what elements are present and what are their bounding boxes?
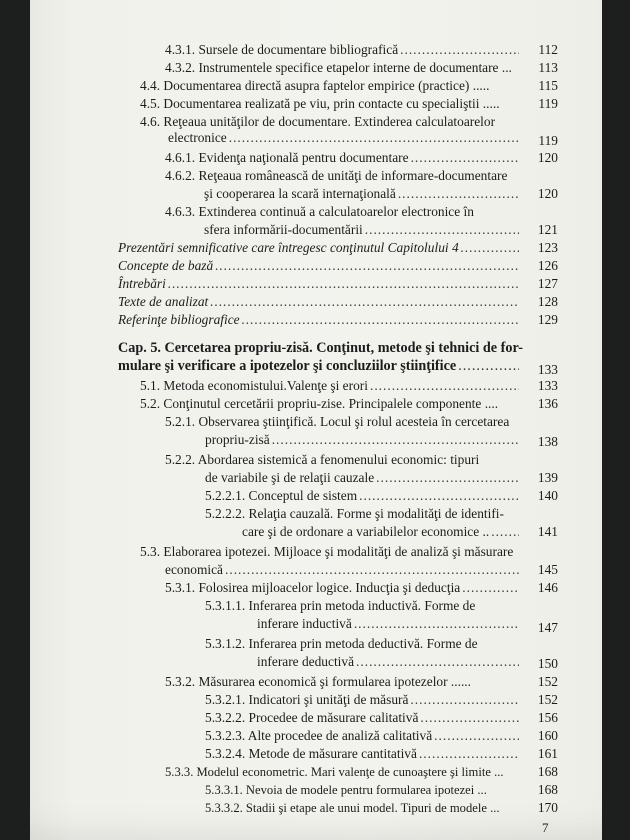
toc-page-number: 140 [537,488,558,503]
toc-page-number: 146 [537,580,558,595]
table-of-contents [30,0,602,840]
toc-page-number: 168 [537,782,558,797]
toc-entry [165,580,522,596]
toc-page-number: 147 [537,620,558,635]
toc-entry [165,42,522,58]
toc-page-number: 127 [537,276,558,291]
toc-entry [118,240,522,256]
toc-entry [205,710,522,726]
toc-page-number: 160 [537,728,558,743]
toc-entry: 4.6.2. Reţeaua românească de unităţi de informare-documentare [165,168,508,183]
toc-entry: 4.4. Documentarea directă asupra faptelor empirice (practice) ..... [140,78,490,93]
toc-entry-text: inferare inductivă [257,616,352,631]
toc-entry-text: mulare şi verificare a ipotezelor şi concluziilor ştiinţifice [118,358,457,374]
toc-entry [118,258,522,274]
toc-entry [204,186,522,202]
toc-entry-text: 5.3.1. Folosirea mijloacelor logice. Inducţia şi deducţia [165,580,461,595]
toc-entry-text: 5.3.2.2. Procedee de măsurare calitativă [205,710,419,725]
toc-entry: 5.3.1.2. Inferarea prin metoda deductivă. Forme de [205,636,478,651]
toc-entry [168,130,522,146]
toc-page-number: 113 [538,60,558,75]
toc-entry-text: 4.6.1. Evidenţa naţională pentru documentare [165,150,409,165]
toc-page-number: 136 [537,396,558,411]
toc-entry: 4.5. Documentarea realizată pe viu, prin contacte cu specialiştii ..... [140,96,500,111]
toc-entry: 5.3.3. Modelul econometric. Mari valenţe de cunoaştere şi limite ... [165,765,504,779]
toc-entry [165,562,522,578]
toc-page-number: 152 [537,674,558,689]
toc-page-number: 150 [537,656,558,671]
toc-entry [257,616,522,632]
toc-entry-text: 5.1. Metoda economistului.Valenţe şi erori [140,378,368,393]
toc-entry: 4.3.2. Instrumentele specifice etapelor interne de documentare ... [165,60,512,75]
toc-page-number: 129 [537,312,558,327]
toc-page-number: 119 [538,96,558,111]
toc-page-number: 120 [537,186,558,201]
toc-page-number: 128 [537,294,558,309]
toc-entry-text: 4.3.1. Sursele de documentare bibliografică [165,42,399,57]
toc-entry [118,276,522,292]
toc-page-number: 133 [537,362,558,377]
toc-entry: 5.2.1. Observarea ştiinţifică. Locul şi rolul acesteia în cercetarea [165,414,510,429]
toc-page-number: 145 [537,562,558,577]
toc-entry [205,432,522,448]
toc-entry: 5.3. Elaborarea ipotezei. Mijloace şi modalităţi de analiză şi măsurare [140,544,514,559]
toc-entry: 4.6. Reţeaua unităţilor de documentare. Extinderea calculatoarelor [140,114,496,129]
toc-entry-text: 5.3.2.3. Alte procedee de analiză calitativă [205,728,433,743]
page-number: 7 [542,820,549,835]
toc-entry-text: inferare deductivă [257,654,355,669]
toc-entry: 5.2.2. Abordarea sistemică a fenomenului economic: tipuri [165,452,480,467]
toc-entry: 4.6.3. Extinderea continuă a calculatoarelor electronice în [165,204,474,219]
toc-entry-text: Prezentări semnificative care întregesc conţinutul Capitolului 4 [118,240,459,255]
toc-entry [165,150,522,166]
toc-page-number: 120 [537,150,558,165]
toc-entry [204,222,522,238]
toc-entry-text: Referinţe bibliografice [118,312,240,327]
toc-entry-text: propriu-zisă [205,432,270,447]
toc-entry: 5.3.3.1. Nevoia de modele pentru formularea ipotezei ... [205,783,487,797]
toc-entry-text: 5.3.2.1. Indicatori şi unităţi de măsură [205,692,409,707]
toc-page-number: 170 [537,800,558,815]
toc-page-number: 156 [537,710,558,725]
toc-entry: 5.3.2. Măsurarea economică şi formularea ipotezelor ...... [165,674,472,689]
toc-entry-text: Texte de analizat [118,294,209,309]
toc-entry-text: care şi de ordonare a variabilelor economice .. [242,524,490,539]
chapter-heading [118,358,522,374]
toc-entry-text: sfera informării-documentării [204,222,363,237]
toc-page-number: 168 [537,764,558,779]
toc-entry-text: Întrebări [118,276,166,291]
toc-entry-text: şi cooperarea la scară internaţională [204,186,396,201]
toc-entry: 5.3.3.2. Stadii şi etape ale unui model. Tipuri de modele ... [205,801,500,815]
toc-entry: 5.2.2.2. Relaţia cauzală. Forme şi modalităţi de identifi- [205,506,504,521]
chapter-heading: Cap. 5. Cercetarea propriu-zisă. Conţinut, metode şi tehnici de for- [118,340,523,356]
toc-entry-text: de variabile şi de relaţii cauzale [205,470,375,485]
toc-entry-text: 5.2.2.1. Conceptul de sistem [205,488,358,503]
toc-page-number: 139 [537,470,558,485]
toc-page-number: 115 [538,78,558,93]
toc-entry: 5.2. Conţinutul cercetării propriu-zise. Principalele componente .... [140,396,499,411]
toc-entry [205,746,522,762]
toc-entry [118,294,522,310]
toc-page-number: 121 [537,222,558,237]
toc-page-number: 123 [537,240,558,255]
toc-page-number: 152 [537,692,558,707]
book-page [30,0,602,840]
toc-entry [205,692,522,708]
toc-page-number: 138 [537,434,558,449]
toc-entry [242,524,522,540]
toc-entry-text: electronice [168,130,227,145]
toc-page-number: 161 [537,746,558,761]
toc-entry-text: economică [165,562,223,577]
toc-page-number: 112 [538,42,558,57]
toc-page-number: 126 [537,258,558,273]
toc-page-number: 133 [537,378,558,393]
toc-entry [257,654,522,670]
toc-entry [205,470,522,486]
toc-entry [118,312,522,328]
toc-entry: 5.3.1.1. Inferarea prin metoda inductivă. Forme de [205,598,476,613]
toc-entry-text: Concepte de bază [118,258,214,273]
toc-entry [205,728,522,744]
toc-page-number: 119 [538,133,558,148]
toc-entry [140,378,522,394]
toc-entry-text: 5.3.2.4. Metode de măsurare cantitativă [205,746,417,761]
toc-page-number: 141 [537,524,558,539]
toc-entry [205,488,522,504]
